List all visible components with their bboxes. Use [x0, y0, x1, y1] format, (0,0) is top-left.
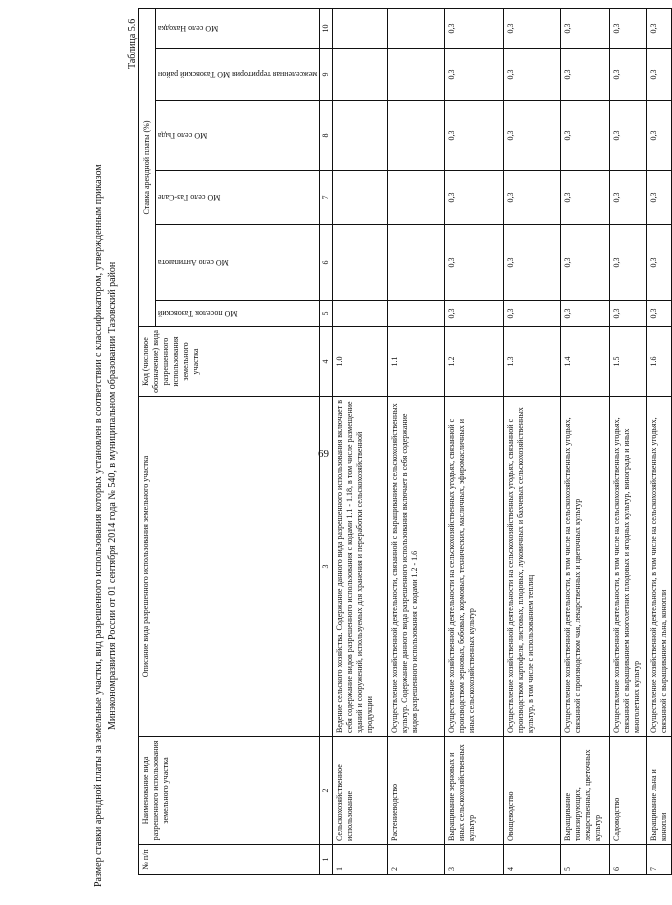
- rate-cell: [388, 171, 445, 225]
- page-number: 69: [318, 448, 329, 460]
- table-header-row: [139, 9, 156, 875]
- rate-cell: [388, 225, 445, 301]
- rate-cell: 0,3: [561, 101, 610, 171]
- rate-cell: 0,3: [561, 301, 610, 327]
- rate-cell: 0,3: [445, 225, 504, 301]
- rate-cell: 0,3: [561, 49, 610, 101]
- rate-cell: 0,3: [647, 301, 672, 327]
- rate-cell: 0,3: [504, 225, 561, 301]
- table-row: [445, 9, 504, 875]
- rate-cell: 0,3: [445, 301, 504, 327]
- rate-cell: 0,3: [647, 171, 672, 225]
- rate-cell: 0,3: [647, 225, 672, 301]
- rate-cell: [388, 49, 445, 101]
- row-code: 1.0: [333, 327, 388, 397]
- rate-cell: 0,3: [647, 49, 672, 101]
- rate-cell: 0,3: [610, 101, 647, 171]
- row-num: 7: [647, 845, 672, 875]
- table-row: [561, 9, 610, 875]
- row-desc: Осуществление хозяйственной деятельности, в том числе на сельскохозяйственных угодьях, связанной с выращиванием многолетних плодовых и ягодных культур, винограда и иных многолетних культур: [610, 397, 647, 737]
- row-desc: Осуществление хозяйственной деятельности, в том числе на сельскохозяйственных угодьях, связанной с выращиванием льна, конопли: [647, 397, 672, 737]
- rate-cell: [333, 9, 388, 49]
- row-code: 1.4: [561, 327, 610, 397]
- rate-cell: 0,3: [504, 101, 561, 171]
- rate-cell: [333, 49, 388, 101]
- rate-cell: 0,3: [561, 225, 610, 301]
- row-name: Садоводство: [610, 737, 647, 845]
- rate-cell: 0,3: [561, 9, 610, 49]
- row-name: Выращивание зерновых и иных сельскохозяйственных культур: [445, 737, 504, 845]
- col-header-rate-nakhodka: МО село Находка: [156, 9, 320, 49]
- row-num: 6: [610, 845, 647, 875]
- col-header-rate-antipayuta: МО село Антипаюта: [156, 225, 320, 301]
- rate-cell: 0,3: [647, 101, 672, 171]
- col-number: 5: [320, 301, 333, 327]
- row-desc: Ведение сельского хозяйства. Содержание данного вида разрешенного использования включает в себя содержание видов разрешенного использования с кодами 1.1 - 1.18, в том числе размещение зданий и сооружений, используемых для хранения и переработки сельскохозяйственной продукции: [333, 397, 388, 737]
- row-name: Сельскохозяйственное использование: [333, 737, 388, 845]
- col-header-code: Код (числовое обозначение) вида разрешенного использования земельного участка: [139, 327, 320, 397]
- rate-cell: 0,3: [610, 301, 647, 327]
- rent-rate-table: [138, 8, 672, 875]
- col-number: 4: [320, 327, 333, 397]
- col-header-rate-group: Ставка арендной платы (%): [139, 9, 156, 327]
- col-number: 9: [320, 49, 333, 101]
- table-row: [333, 9, 388, 875]
- header-line-2: Минэкономразвития России от 01 сентября 2014 года № 540, в муниципальном образовании Тазовский район: [107, 261, 118, 730]
- row-name: Овощеводство: [504, 737, 561, 845]
- row-num: 1: [333, 845, 388, 875]
- row-desc: Осуществление хозяйственной деятельности, связанной с выращиванием сельскохозяйственных культур. Содержание данного вида разрешенного использования включает в себя содержание видов разрешенного использования с кодами 1.2 - 1.6: [388, 397, 445, 737]
- col-header-desc: Описание вида разрешенного использования земельного участка: [139, 397, 320, 737]
- rate-cell: 0,3: [610, 225, 647, 301]
- table-row: [388, 9, 445, 875]
- rate-cell: [388, 101, 445, 171]
- rate-cell: 0,3: [504, 171, 561, 225]
- col-header-rate-tazovsky: МО поселок Тазовский: [156, 301, 320, 327]
- rate-cell: [333, 301, 388, 327]
- rate-cell: 0,3: [610, 9, 647, 49]
- table-label: Таблица 5.6: [127, 18, 138, 69]
- rate-cell: [333, 101, 388, 171]
- column-number-row: [320, 9, 333, 875]
- rate-cell: [388, 9, 445, 49]
- row-code: 1.6: [647, 327, 672, 397]
- table-row: [504, 9, 561, 875]
- rate-cell: 0,3: [610, 171, 647, 225]
- col-number: 6: [320, 225, 333, 301]
- rate-cell: 0,3: [561, 171, 610, 225]
- row-num: 4: [504, 845, 561, 875]
- rate-cell: 0,3: [445, 101, 504, 171]
- row-num: 5: [561, 845, 610, 875]
- col-number: 7: [320, 171, 333, 225]
- rate-cell: 0,3: [504, 9, 561, 49]
- row-num: 2: [388, 845, 445, 875]
- col-header-rate-gyda: МО село Гыда: [156, 101, 320, 171]
- row-num: 3: [445, 845, 504, 875]
- row-name: Выращивание льна и конопли: [647, 737, 672, 845]
- rate-cell: 0,3: [504, 49, 561, 101]
- row-name: Растениеводство: [388, 737, 445, 845]
- col-header-rate-mezhselennaya: межселенная территория МО Тазовский район: [156, 49, 320, 101]
- rate-cell: 0,3: [647, 9, 672, 49]
- header-line-1: Размер ставки арендной платы за земельные участки, вид разрешенного использования которых установлен в соответствии с классификатором, утвержденным приказом: [93, 164, 104, 887]
- rate-cell: 0,3: [445, 9, 504, 49]
- rate-cell: 0,3: [504, 301, 561, 327]
- col-number: 2: [320, 737, 333, 845]
- col-number: 1: [320, 845, 333, 875]
- col-number: 10: [320, 9, 333, 49]
- rate-cell: 0,3: [610, 49, 647, 101]
- rate-cell: 0,3: [445, 171, 504, 225]
- col-header-rate-gaz-sale: МО село Газ-Сале: [156, 171, 320, 225]
- col-number: 8: [320, 101, 333, 171]
- rate-cell: 0,3: [445, 49, 504, 101]
- row-name: Выращивание тонизирующих, лекарственных, цветочных культур: [561, 737, 610, 845]
- rate-cell: [333, 171, 388, 225]
- table-row: [610, 9, 647, 875]
- table-row: [647, 9, 672, 875]
- row-code: 1.3: [504, 327, 561, 397]
- rate-cell: [388, 301, 445, 327]
- rate-cell: [333, 225, 388, 301]
- row-desc: Осуществление хозяйственной деятельности на сельскохозяйственных угодьях, связанной с производством картофеля, листовых, плодовых, луковичных и бахчевых сельскохозяйственных культур, в том числе с использованием теплиц: [504, 397, 561, 737]
- row-code: 1.5: [610, 327, 647, 397]
- row-code: 1.2: [445, 327, 504, 397]
- col-number: 3: [320, 397, 333, 737]
- row-desc: Осуществление хозяйственной деятельности на сельскохозяйственных угодьях, связанной с производством зерновых, бобовых, кормовых, технических, масличных, эфиромасличных и иных сельскохозяйственных культур: [445, 397, 504, 737]
- col-header-num: № п/п: [139, 845, 320, 875]
- col-header-name: Наименование вида разрешенного использования земельного участка: [139, 737, 320, 845]
- row-desc: Осуществление хозяйственной деятельности, в том числе на сельскохозяйственных угодьях, связанной с производством чая, лекарственных и цветочных культур: [561, 397, 610, 737]
- row-code: 1.1: [388, 327, 445, 397]
